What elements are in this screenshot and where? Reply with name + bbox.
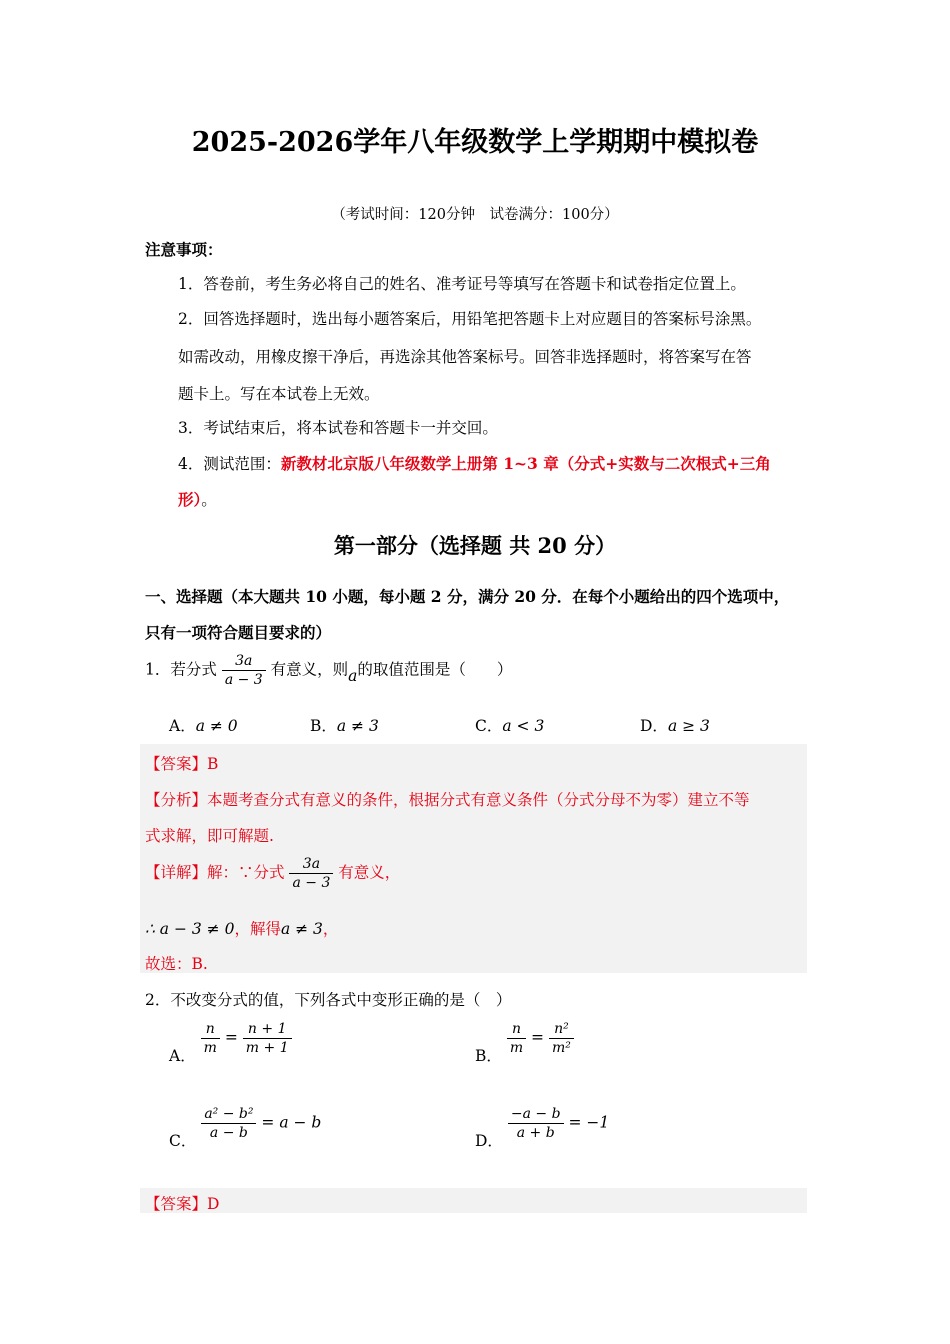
note-4-suffix: 。 bbox=[201, 491, 217, 509]
q1-analysis-tag: 【分析】 bbox=[145, 791, 208, 809]
q2-b-left-den: m bbox=[507, 1038, 526, 1057]
q2-answer-value: D bbox=[207, 1195, 220, 1213]
note-4-line-2 bbox=[178, 488, 217, 510]
note-4-prefix: 4．测试范围： bbox=[178, 455, 281, 473]
note-2-line-1: 2．回答选择题时，选出每小题答案后，用铅笔把答题卡上对应题目的答案标号涂黑。 bbox=[178, 310, 762, 328]
q2-a-right-den: m + 1 bbox=[243, 1038, 292, 1057]
q2-b-left-fraction bbox=[507, 1020, 526, 1057]
q2-option-b-label: B． bbox=[475, 1046, 502, 1065]
q2-b-right-num: n² bbox=[554, 1021, 569, 1037]
q1-fraction-den: a − 3 bbox=[222, 670, 266, 689]
q2-d-den: a + b bbox=[508, 1123, 564, 1142]
q1-detail-line-1 bbox=[145, 855, 400, 892]
q2-a-left-den: m bbox=[201, 1038, 220, 1057]
q1-fraction bbox=[222, 652, 266, 689]
q1-step-math-2: a ≠ 3 bbox=[280, 920, 323, 938]
q2-a-left-num: n bbox=[205, 1021, 215, 1037]
note-3: 3．考试结束后，将本试卷和答题卡一并交回。 bbox=[178, 419, 498, 437]
q1-analysis-line-2: 式求解，即可解题. bbox=[145, 827, 274, 845]
question-2-stem: 2．不改变分式的值，下列各式中变形正确的是（ ） bbox=[145, 991, 512, 1009]
q2-b-left-num: n bbox=[511, 1021, 521, 1037]
q1-answer-tag: 【答案】 bbox=[145, 755, 208, 773]
q2-option-a-label: A． bbox=[169, 1046, 196, 1065]
q2-answer bbox=[145, 1192, 219, 1214]
q1-fraction-num: 3a bbox=[235, 653, 253, 669]
q2-b-eq: = bbox=[531, 1028, 545, 1047]
q2-c-num: a² − b² bbox=[204, 1106, 254, 1122]
section-1-line-2: 只有一项符合题目要求的） bbox=[145, 623, 332, 642]
note-2-line-2: 如需改动，用橡皮擦干净后，再选涂其他答案标号。回答非选择题时，将答案写在答 bbox=[178, 348, 752, 366]
q2-d-fraction bbox=[508, 1105, 564, 1142]
q1-option-c bbox=[475, 714, 544, 736]
note-1: 1．答卷前，考生务必将自己的姓名、准考证号等填写在答题卡和试卷指定位置上。 bbox=[178, 275, 746, 293]
q1-option-c-expr: a < 3 bbox=[502, 717, 545, 735]
q2-option-c bbox=[169, 1105, 322, 1150]
q2-a-left-fraction bbox=[201, 1020, 220, 1057]
q1-conclusion: 故选：B. bbox=[145, 955, 208, 973]
q2-d-num: −a − b bbox=[510, 1106, 561, 1122]
q2-option-c-label: C． bbox=[169, 1131, 197, 1150]
q1-analysis-text: 本题考查分式有意义的条件，根据分式有意义条件（分式分母不为零）建立不等 bbox=[207, 791, 750, 809]
q2-c-rhs: = a − b bbox=[261, 1113, 322, 1132]
part-1-heading: 第一部分（选择题 共 20 分） bbox=[333, 533, 617, 558]
q2-d-rhs: = −1 bbox=[568, 1113, 610, 1132]
q1-option-b bbox=[310, 714, 379, 736]
q2-answer-panel bbox=[140, 1188, 807, 1213]
q1-analysis-line-1 bbox=[145, 788, 750, 810]
q1-prefix: 1．若分式 bbox=[145, 660, 217, 679]
q2-b-right-fraction bbox=[549, 1020, 574, 1057]
q2-option-b bbox=[475, 1020, 574, 1065]
q1-var: a bbox=[348, 666, 358, 685]
q1-detail-text-end: 有意义， bbox=[338, 863, 401, 882]
q2-option-d bbox=[475, 1105, 610, 1150]
page-title: 2025-2026学年八年级数学上学期期中模拟卷 bbox=[191, 127, 759, 158]
notes-heading: 注意事项： bbox=[145, 240, 223, 259]
q2-c-fraction bbox=[201, 1105, 256, 1142]
q2-c-den: a − b bbox=[201, 1123, 256, 1142]
note-2-line-3: 题卡上。写在本试卷上无效。 bbox=[178, 385, 380, 403]
q1-step-text: ，解得 bbox=[234, 920, 281, 938]
q1-detail-fraction-num: 3a bbox=[302, 856, 321, 872]
q1-option-d bbox=[640, 714, 710, 736]
q2-a-right-fraction bbox=[243, 1020, 292, 1057]
q2-a-eq: = bbox=[224, 1028, 238, 1047]
q1-step-end: ， bbox=[322, 920, 339, 938]
q1-option-d-label: D． bbox=[640, 717, 668, 735]
q1-option-a-expr: a ≠ 0 bbox=[195, 717, 238, 735]
q1-detail-line-2 bbox=[145, 917, 338, 939]
exam-info: （考试时间：120分钟 试卷满分：100分） bbox=[331, 207, 619, 223]
note-4-scope: 新教材北京版八年级数学上册第 1~3 章（分式+实数与二次根式+三角 bbox=[280, 454, 771, 473]
q1-detail-text: 解：∵分式 bbox=[207, 863, 285, 882]
q2-b-right-den: m² bbox=[549, 1038, 574, 1057]
q1-detail-tag: 【详解】 bbox=[145, 863, 208, 882]
q1-detail-fraction-den: a − 3 bbox=[289, 873, 333, 892]
q1-option-d-expr: a ≥ 3 bbox=[667, 717, 710, 735]
question-1-stem bbox=[145, 652, 512, 689]
q2-a-right-num: n + 1 bbox=[247, 1021, 287, 1037]
q1-detail-fraction bbox=[289, 855, 333, 892]
q1-suffix: 的取值范围是（ ） bbox=[357, 660, 513, 679]
q1-step-math: ∴ a − 3 ≠ 0 bbox=[145, 920, 235, 938]
note-4-line-1 bbox=[178, 452, 771, 474]
q1-option-b-label: B． bbox=[310, 717, 337, 735]
q2-option-a bbox=[169, 1020, 292, 1065]
q1-answer-value: B bbox=[207, 755, 219, 773]
q1-option-a bbox=[169, 714, 238, 736]
q1-answer bbox=[145, 752, 218, 774]
q1-option-b-expr: a ≠ 3 bbox=[336, 717, 379, 735]
q2-option-d-label: D． bbox=[475, 1131, 503, 1150]
q1-middle: 有意义，则 bbox=[270, 660, 349, 679]
q1-option-a-label: A． bbox=[169, 717, 196, 735]
q1-option-c-label: C． bbox=[475, 717, 503, 735]
q2-answer-tag: 【答案】 bbox=[145, 1195, 208, 1213]
note-4-scope-end: 形） bbox=[178, 490, 202, 509]
section-1-line-1: 一、选择题（本大题共 10 小题，每小题 2 分，满分 20 分．在每个小题给出的四个选项中， bbox=[145, 587, 790, 606]
